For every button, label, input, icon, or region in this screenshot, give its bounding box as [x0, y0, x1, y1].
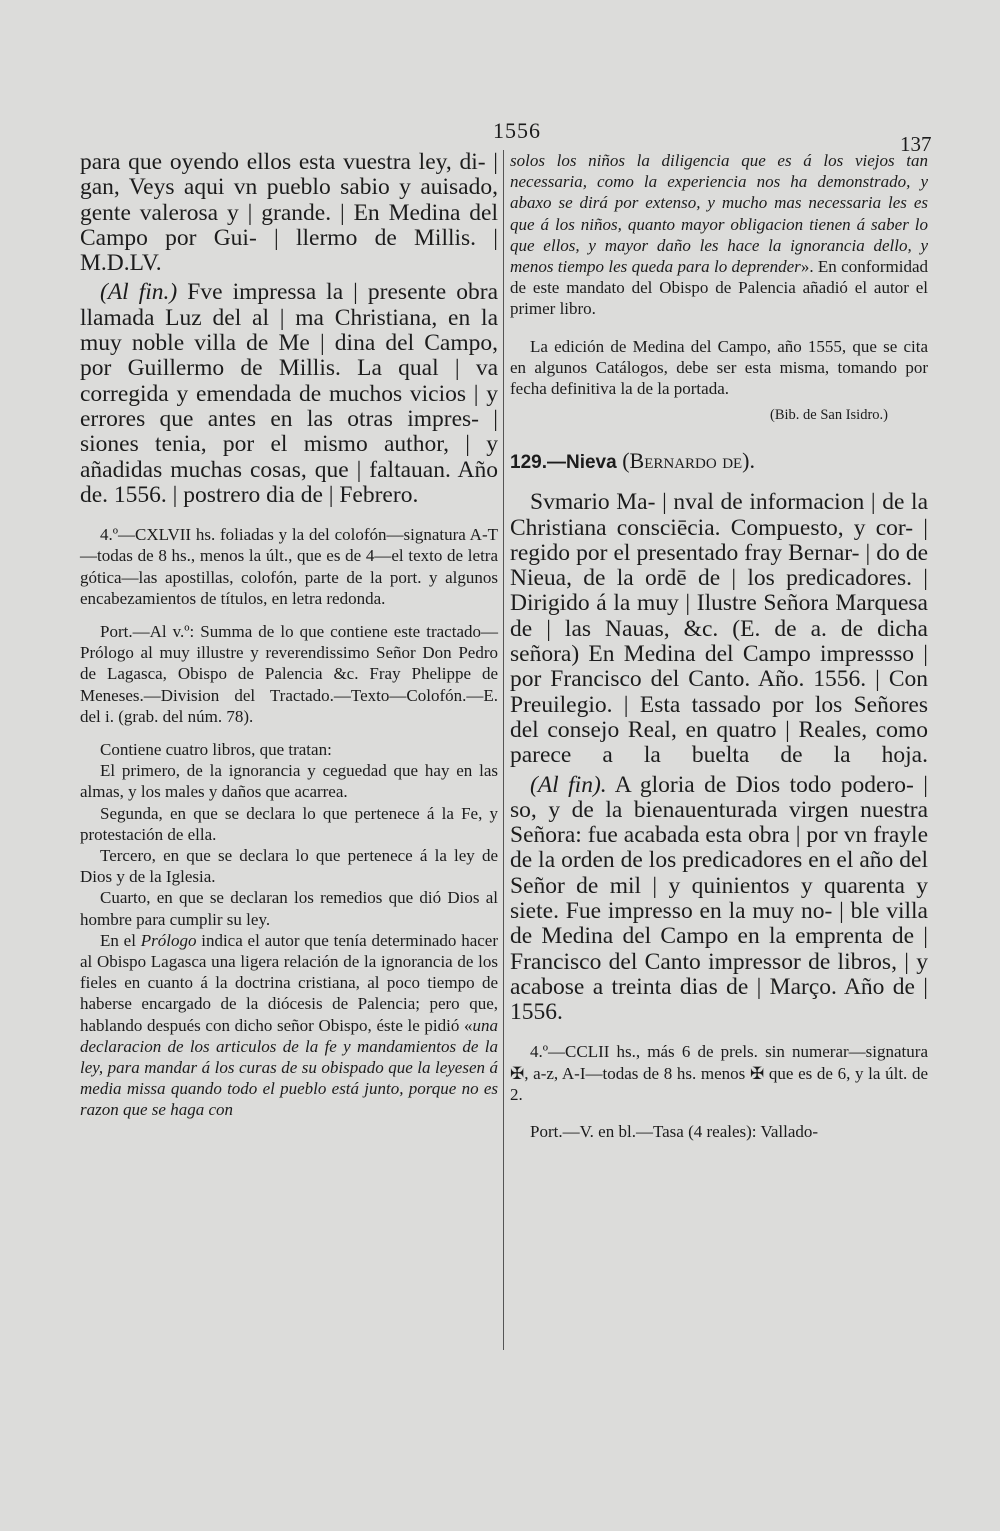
prologue-quote-continued	[510, 150, 928, 320]
colophon-transcription	[80, 280, 498, 508]
port-note-2: Port.—V. en bl.—Tasa (4 reales): Vallado-	[530, 1122, 819, 1142]
entry-author: (Bernardo de).	[616, 448, 756, 474]
title-transcription: Svmario Ma- | nval de informacion | de la Christiana consciēcia. Compuesto, y cor- | regido por el presentado fray Bernar- | do de Nieua, de la ordē de | los predicadores. | Dirigido á la muy | Ilustre Señora Marquesa de | las Nauas, &c. (E. de a. de dicha señora) En Medina del Campo impressso | por Francisco del Canto. Año. 1556. | Con Preuilegio. | Esta tassado por los Señores del consejo Real, en quatro | Reales, como parece a la buelta de la hoja.	[510, 489, 928, 769]
page-number: 137	[900, 132, 932, 156]
colophon-label: (Al fin.)	[100, 279, 178, 306]
quote-continuation: solos los niños la diligencia que es á los viejos tan necessaria, como la experiencia nos ha demonstrado, y abaxo se dirá por extenso, y mucho mas necessaria les es que á los niños, quanto mayor obligacion tienen á saber lo que ellos, y mayor daño les hace la ignorancia dello, y menos tiempo les queda para lo deprender	[510, 151, 928, 277]
edition-note: La edición de Medina del Campo, año 1555, que se cita en algunos Catálogos, debe ser esta misma, tomando por fecha definitiva la de la portada.	[510, 336, 928, 399]
prologue-term: Prólogo	[140, 930, 197, 950]
collation-note: 4.º—CXLVII hs. foliadas y la del colofón—signatura A-T—todas de 8 hs., menos la últ., que es de 4—el texto de letra gótica—las apostillas, colofón, parte de la port. y algunos encabezamientos de títulos, en letra redonda.	[80, 525, 498, 608]
left-column	[80, 150, 498, 1121]
collation-note-2: 4.º—CCLII hs., más 6 de prels. sin numerar—signatura ✠, a-z, A-I—todas de 8 hs. menos ✠ que es de 6, y la últ. de 2.	[510, 1042, 928, 1104]
contents-intro: Contiene cuatro libros, que tratan:	[100, 739, 332, 759]
prologue-text-b: indica el autor que tenía determinado hacer al Obispo Lagasca una ligera relación de la ignorancia de los fieles en cuanto á la doctrina cristiana, al poco tiempo de haberse encargado de la diócesis de Palencia; pero que, hablando después con dicho señor Obispo, éste le pidió «	[80, 930, 498, 1035]
column-divider	[503, 150, 504, 1350]
quote-conclusion: ». En conformidad de este mandato del Obispo de Palencia añadió el autor el primer libro.	[510, 257, 929, 319]
prologue-text-a: En el	[100, 930, 141, 950]
port-note: Port.—Al v.º: Summa de lo que contiene este tractado—Prólogo al muy illustre y reverendissimo Señor Don Pedro de Lagasca, Obispo de Palencia &c. Fray Phelippe de Meneses.—Division del Tractado.—Texto—Colofón.—E. del i. (grab. del núm. 78).	[80, 621, 498, 726]
colophon-label-2: (Al fin).	[530, 771, 607, 798]
library-source: (Bib. de San Isidro.)	[770, 407, 888, 424]
running-year: 1556	[493, 118, 541, 143]
colophon-transcription-2	[510, 773, 928, 1026]
entry-heading	[510, 448, 928, 474]
contents-book-2: Segunda, en que se declara lo que pertenece á la Fe, y protestación de ella.	[80, 803, 498, 844]
contents-book-1: El primero, de la ignorancia y ceguedad que hay en las almas, y los males y daños que acarrea.	[80, 761, 498, 802]
colophon-text: Fve impressa la | presente obra llamada Luz del al | ma Christiana, en la muy noble villa de Me | dina del Campo, por Guillermo de Millis. La qual | va corregida y emendada de muchos vicios | y errores que antes en las otras impres- | siones tenia, por el mismo author, | y añadidas muchas cosas, que | faltauan. Año de. 1556. | postrero dia de | Febrero.	[80, 279, 499, 508]
prologue-note	[80, 930, 498, 1121]
prologue-quote: una declaracion de los articulos de la fe y mandamientos de la ley, para mandar á los curas de su obispado que la leyesen á media missa quando todo el pueblo está junto, porque no es razon que se haga con	[80, 1015, 498, 1120]
contents-book-4: Cuarto, en que se declaran los remedios que dió Dios al hombre para cumplir su ley.	[80, 888, 498, 929]
colophon-text-2: A gloria de Dios todo podero- | so, y de la bienauenturada virgen nuestra Señora: fue acabada esta obra | por vn frayle de la orden de los predicadores en el año del Señor de mil | y quinientos y quarenta y siete. Fue impresso en la muy no- | ble villa de Medina del Campo en la emprenta de | Francisco del Canto impressor de libros, | y acabose a treinta dias de | Março. Año de | 1556.	[510, 771, 928, 1026]
right-column	[510, 150, 928, 1142]
contents-book-3: Tercero, en que se declara lo que pertenece á la ley de Dios y de la Iglesia.	[80, 846, 498, 887]
title-transcription-end: para que oyendo ellos esta vuestra ley, di- | gan, Veys aqui vn pueblo sabio y auisado, gente valerosa y | grande. | En Medina del Campo por Gui- | llermo de Millis. | M.D.LV.	[80, 149, 498, 277]
entry-number: 129.—Nieva	[510, 452, 617, 474]
